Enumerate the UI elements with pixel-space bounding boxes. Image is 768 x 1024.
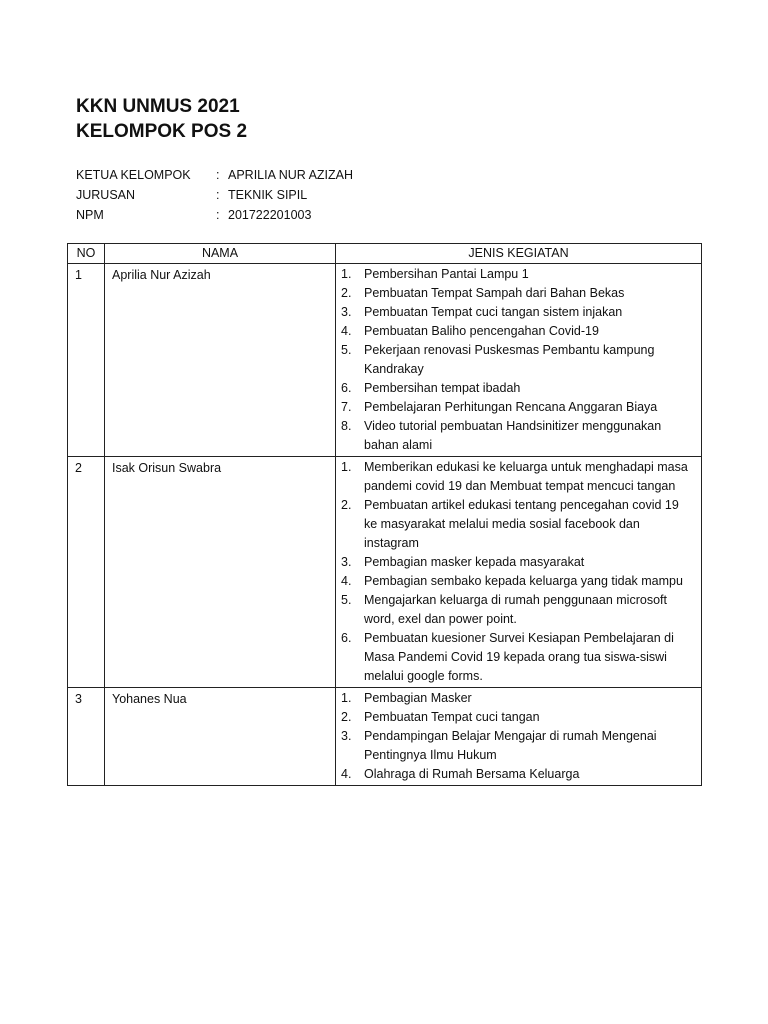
list-item-text: Pembuatan Tempat cuci tangan sistem injakan: [364, 305, 623, 319]
list-item-number: 5.: [341, 343, 352, 357]
list-item-text: Pembuatan kuesioner Survei Kesiapan Pembelajaran di Masa Pandemi Covid 19 kepada orang tua siswa-siswi melalui google forms.: [364, 631, 674, 683]
list-item: [341, 591, 695, 629]
cell-kegiatan: [336, 457, 702, 688]
info-value: TEKNIK SIPIL: [228, 188, 308, 202]
info-block: [76, 166, 353, 226]
cell-no: 3: [68, 688, 105, 786]
list-item-text: Pembuatan Tempat cuci tangan: [364, 710, 540, 724]
list-item-number: 1.: [341, 267, 352, 281]
list-item-number: 2.: [341, 286, 352, 300]
kegiatan-list: [341, 689, 695, 784]
table-row: [68, 688, 702, 786]
list-item: [341, 629, 695, 686]
list-item-number: 1.: [341, 460, 352, 474]
info-row-ketua: [76, 166, 353, 186]
list-item-text: Mengajarkan keluarga di rumah penggunaan microsoft word, exel dan power point.: [364, 593, 667, 626]
list-item-number: 4.: [341, 324, 352, 338]
list-item-number: 5.: [341, 593, 352, 607]
list-item: [341, 379, 695, 398]
list-item-text: Pembuatan artikel edukasi tentang pencegahan covid 19 ke masyarakat melalui media sosial facebook dan instagram: [364, 498, 679, 550]
list-item-number: 3.: [341, 729, 352, 743]
list-item-text: Pembersihan Pantai Lampu 1: [364, 267, 529, 281]
column-header-nama: NAMA: [105, 244, 336, 264]
document-subtitle: KELOMPOK POS 2: [76, 121, 248, 142]
cell-kegiatan: [336, 264, 702, 457]
info-colon: :: [216, 208, 220, 222]
kegiatan-list: [341, 458, 695, 686]
list-item: [341, 458, 695, 496]
info-value: 201722201003: [228, 208, 312, 222]
info-label: NPM: [76, 208, 104, 222]
list-item-number: 3.: [341, 555, 352, 569]
document-title: KKN UNMUS 2021: [76, 96, 240, 117]
list-item-number: 2.: [341, 498, 352, 512]
cell-kegiatan: [336, 688, 702, 786]
list-item-number: 4.: [341, 767, 352, 781]
list-item-number: 2.: [341, 710, 352, 724]
info-row-npm: [76, 206, 353, 226]
list-item: [341, 727, 695, 765]
list-item: [341, 303, 695, 322]
list-item-text: Pembuatan Tempat Sampah dari Bahan Bekas: [364, 286, 625, 300]
cell-no: 1: [68, 264, 105, 457]
list-item: [341, 284, 695, 303]
list-item: [341, 417, 695, 455]
list-item: [341, 765, 695, 784]
list-item-text: Pembagian Masker: [364, 691, 472, 705]
info-label: JURUSAN: [76, 188, 136, 202]
list-item: [341, 708, 695, 727]
info-value: APRILIA NUR AZIZAH: [228, 168, 354, 182]
list-item-text: Video tutorial pembuatan Handsinitizer menggunakan bahan alami: [364, 419, 662, 452]
list-item-text: Memberikan edukasi ke keluarga untuk menghadapi masa pandemi covid 19 dan Membuat tempat mencuci tangan: [364, 460, 688, 493]
info-label: KETUA KELOMPOK: [76, 168, 191, 182]
list-item-number: 8.: [341, 419, 352, 433]
cell-nama: Aprilia Nur Azizah: [105, 264, 336, 457]
list-item: [341, 265, 695, 284]
cell-nama: Yohanes Nua: [105, 688, 336, 786]
list-item-text: Pembersihan tempat ibadah: [364, 381, 521, 395]
list-item-text: Pembuatan Baliho pencengahan Covid-19: [364, 324, 599, 338]
list-item: [341, 398, 695, 417]
activity-table: [67, 243, 702, 786]
list-item-text: Pembelajaran Perhitungan Rencana Anggaran Biaya: [364, 400, 658, 414]
list-item: [341, 689, 695, 708]
kegiatan-list: [341, 265, 695, 455]
list-item: [341, 341, 695, 379]
table-row: [68, 457, 702, 688]
table-row: [68, 264, 702, 457]
list-item-text: Olahraga di Rumah Bersama Keluarga: [364, 767, 580, 781]
list-item: [341, 553, 695, 572]
list-item: [341, 496, 695, 553]
list-item: [341, 322, 695, 341]
cell-nama: Isak Orisun Swabra: [105, 457, 336, 688]
info-row-jurusan: [76, 186, 353, 206]
column-header-kegiatan: JENIS KEGIATAN: [336, 244, 702, 264]
list-item-text: Pekerjaan renovasi Puskesmas Pembantu kampung Kandrakay: [364, 343, 655, 376]
cell-no: 2: [68, 457, 105, 688]
list-item: [341, 572, 695, 591]
info-colon: :: [216, 188, 220, 202]
list-item-number: 4.: [341, 574, 352, 588]
list-item-number: 6.: [341, 381, 352, 395]
column-header-no: NO: [68, 244, 105, 264]
table-header-row: [68, 244, 702, 264]
list-item-text: Pembagian masker kepada masyarakat: [364, 555, 585, 569]
list-item-text: Pendampingan Belajar Mengajar di rumah Mengenai Pentingnya Ilmu Hukum: [364, 729, 657, 762]
list-item-text: Pembagian sembako kepada keluarga yang tidak mampu: [364, 574, 683, 588]
info-colon: :: [216, 168, 220, 182]
list-item-number: 1.: [341, 691, 352, 705]
list-item-number: 6.: [341, 631, 352, 645]
list-item-number: 3.: [341, 305, 352, 319]
list-item-number: 7.: [341, 400, 352, 414]
